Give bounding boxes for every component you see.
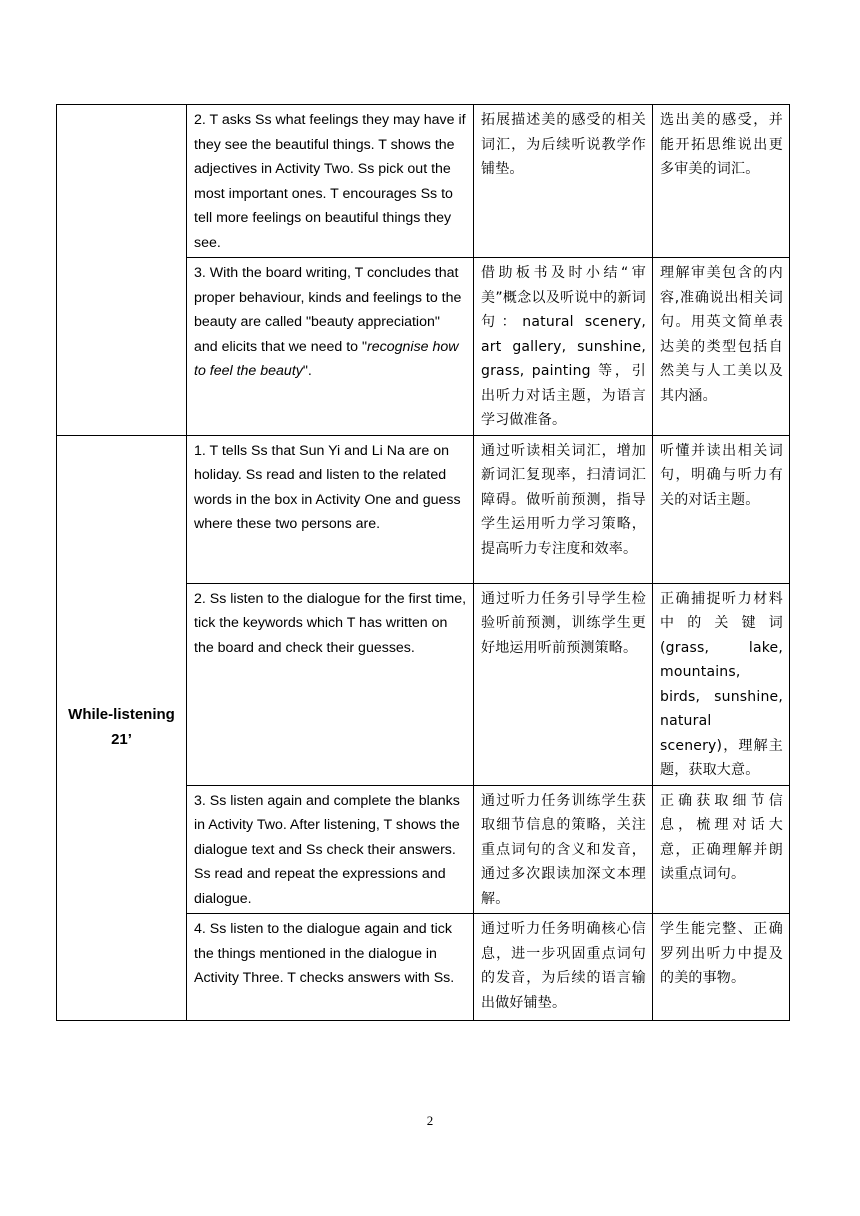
activity-text-end: ". — [302, 363, 312, 379]
activity-cell — [187, 258, 474, 436]
intent-cell: 拓展描述美的感受的相关词汇，为后续听说教学作铺垫。 — [474, 105, 653, 258]
effect-cell: 理解审美包含的内容,准确说出相关词句。用英文简单表达美的类型包括自然美与人工美以及其内涵。 — [653, 258, 790, 436]
effect-cell: 学生能完整、正确罗列出听力中提及的美的事物。 — [653, 914, 790, 1021]
page-number: 2 — [426, 1113, 434, 1128]
intent-cell: 通过听力任务明确核心信息，进一步巩固重点词句的发音，为后续的语言输出做好铺垫。 — [474, 914, 653, 1021]
activity-cell: 4. Ss listen to the dialogue again and tick the things mentioned in the dialogue in Activity Three. T checks answers with Ss. — [187, 914, 474, 1021]
stage-time: 21’ — [111, 730, 132, 748]
effect-cell: 正确获取细节信息，梳理对话大意，正确理解并朗读重点词句。 — [653, 785, 790, 914]
activity-cell: 2. Ss listen to the dialogue for the first time, tick the keywords which T has written on the board and check their guesses. — [187, 583, 474, 785]
activity-cell: 3. Ss listen again and complete the blanks in Activity Two. After listening, T shows the dialogue text and Ss check their answers. Ss read and repeat the expressions and dialogue. — [187, 785, 474, 914]
intent-cell: 借助板书及时小结“审美”概念以及听说中的新词句：natural scenery, art gallery, sunshine, grass, painting 等，引出听力对话主题，为语言学习做准备。 — [474, 258, 653, 436]
intent-cell: 通过听力任务训练学生获取细节信息的策略，关注重点词句的含义和发音，通过多次跟读加深文本理解。 — [474, 785, 653, 914]
activity-text: 3. With the board writing, T concludes that proper behaviour, kinds and feelings to the beauty are called "beauty appreciation" and elicits that we need to " — [194, 265, 462, 355]
effect-cell: 选出美的感受，并能开拓思维说出更多审美的词汇。 — [653, 105, 790, 258]
activity-cell: 2. T asks Ss what feelings they may have if they see the beautiful things. T shows the adjectives in Activity Two. Ss pick out the most important ones. T encourages Ss to tell more feelings on beautiful things they see. — [187, 105, 474, 258]
activity-cell: 1. T tells Ss that Sun Yi and Li Na are on holiday. Ss read and listen to the related words in the box in Activity One and guess where these two persons are. — [187, 435, 474, 583]
table-row — [57, 105, 790, 258]
effect-cell: 听懂并读出相关词句，明确与听力有关的对话主题。 — [653, 435, 790, 583]
stage-cell-empty — [57, 105, 187, 436]
table-row — [57, 435, 790, 583]
intent-cell: 通过听力任务引导学生检验听前预测，训练学生更好地运用听前预测策略。 — [474, 583, 653, 785]
activity-emphasis: recognise how to feel the beauty — [194, 338, 459, 379]
intent-cell: 通过听读相关词汇，增加新词汇复现率，扫清词汇障碍。做听前预测，指导学生运用听力学习策略，提高听力专注度和效率。 — [474, 435, 653, 583]
effect-cell: 正确捕捉听力材料中的关键词 (grass, lake, mountains, birds, sunshine, natural scenery)，理解主题，获取大意。 — [653, 583, 790, 785]
lesson-plan-table — [56, 104, 790, 1021]
stage-cell — [57, 435, 187, 1021]
stage-name: While-listening — [68, 706, 175, 724]
